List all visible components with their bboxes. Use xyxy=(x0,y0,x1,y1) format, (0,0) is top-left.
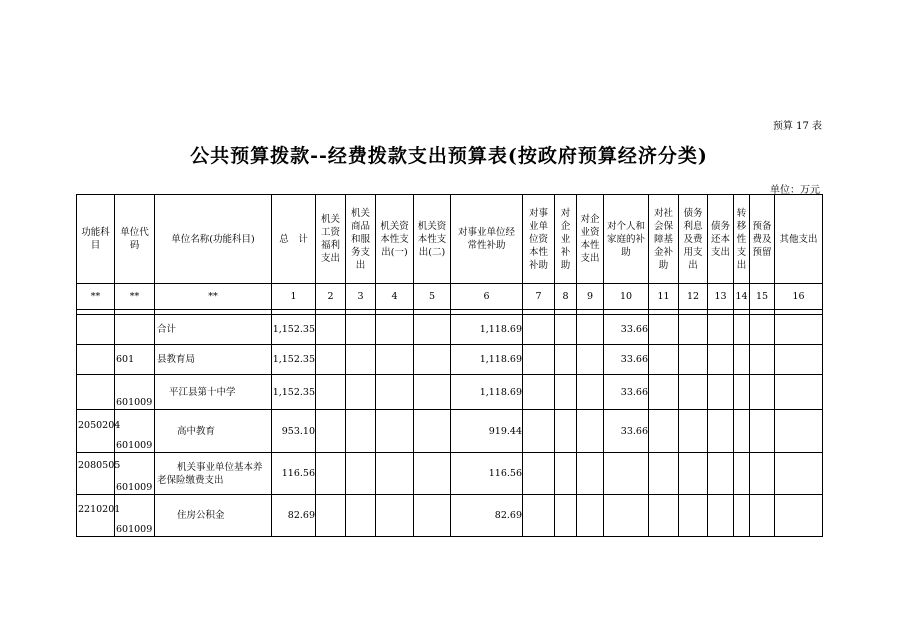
column-number: 11 xyxy=(649,284,679,310)
total-amount: 82.69 xyxy=(272,495,316,537)
function-code xyxy=(77,315,115,345)
header-cell: 对事业单位资本性补助 xyxy=(523,195,555,284)
header-cell: 债务利息及费用支出 xyxy=(679,195,708,284)
header-cell: 功能科目 xyxy=(77,195,115,284)
column-number: 13 xyxy=(708,284,734,310)
unit-code: 601009 xyxy=(115,453,155,495)
institution-subsidy-amount: 1,118.69 xyxy=(451,375,523,410)
unit-code xyxy=(115,315,155,345)
unit-code: 601009 xyxy=(115,375,155,410)
function-code: 2080505 xyxy=(77,453,115,495)
header-cell: 其他支出 xyxy=(775,195,823,284)
page-title: 公共预算拨款--经费拨款支出预算表(按政府预算经济分类) xyxy=(190,145,708,167)
column-number: ** xyxy=(115,284,155,310)
household-subsidy-amount: 33.66 xyxy=(604,375,649,410)
header-cell: 机关工资福利支出 xyxy=(316,195,346,284)
institution-subsidy-amount: 82.69 xyxy=(451,495,523,537)
unit-name: 机关事业单位基本养老保险缴费支出 xyxy=(155,453,272,495)
unit-name: 县教育局 xyxy=(155,345,272,375)
header-cell: 机关资本性支出(二) xyxy=(414,195,451,284)
header-cell: 机关资本性支出(一) xyxy=(376,195,414,284)
header-cell: 单位代码 xyxy=(115,195,155,284)
unit-code: 601009 xyxy=(115,495,155,537)
institution-subsidy-amount: 116.56 xyxy=(451,453,523,495)
total-amount: 1,152.35 xyxy=(272,375,316,410)
column-number: ** xyxy=(155,284,272,310)
column-number: 14 xyxy=(734,284,750,310)
total-amount: 1,152.35 xyxy=(272,345,316,375)
institution-subsidy-amount: 919.44 xyxy=(451,410,523,453)
column-number: 1 xyxy=(272,284,316,310)
table-row xyxy=(77,315,823,345)
header-cell: 转移性支出 xyxy=(734,195,750,284)
column-number: 4 xyxy=(376,284,414,310)
header-cell: 债务还本支出 xyxy=(708,195,734,284)
household-subsidy-amount xyxy=(604,495,649,537)
column-number: 10 xyxy=(604,284,649,310)
column-number: 7 xyxy=(523,284,555,310)
column-number: 12 xyxy=(679,284,708,310)
header-cell: 对事业单位经常性补助 xyxy=(451,195,523,284)
header-cell: 对企业补助 xyxy=(555,195,577,284)
total-amount: 1,152.35 xyxy=(272,315,316,345)
header-cell: 对企业资本性支出 xyxy=(577,195,604,284)
header-cell: 单位名称(功能科目) xyxy=(155,195,272,284)
function-code xyxy=(77,375,115,410)
household-subsidy-amount xyxy=(604,453,649,495)
household-subsidy-amount: 33.66 xyxy=(604,315,649,345)
column-number: 9 xyxy=(577,284,604,310)
unit-name: 合计 xyxy=(155,315,272,345)
household-subsidy-amount: 33.66 xyxy=(604,410,649,453)
header-cell: 预备费及预留 xyxy=(750,195,775,284)
column-number: 5 xyxy=(414,284,451,310)
institution-subsidy-amount: 1,118.69 xyxy=(451,315,523,345)
institution-subsidy-amount: 1,118.69 xyxy=(451,345,523,375)
header-row xyxy=(77,195,823,284)
unit-name: 住房公积金 xyxy=(155,495,272,537)
header-cell: 对个人和家庭的补助 xyxy=(604,195,649,284)
function-code: 2210201 xyxy=(77,495,115,537)
header-cell: 总 计 xyxy=(272,195,316,284)
header-cell: 对社会保障基金补助 xyxy=(649,195,679,284)
function-code: 2050204 xyxy=(77,410,115,453)
column-number-row xyxy=(77,284,823,310)
unit-name: 平江县第十中学 xyxy=(155,375,272,410)
unit-label: 单位：万元 xyxy=(770,185,820,196)
budget-table xyxy=(76,194,823,537)
table-row xyxy=(77,495,823,537)
column-number: 3 xyxy=(346,284,376,310)
household-subsidy-amount: 33.66 xyxy=(604,345,649,375)
column-number: 6 xyxy=(451,284,523,310)
column-number: 8 xyxy=(555,284,577,310)
unit-code: 601009 xyxy=(115,410,155,453)
column-number: 15 xyxy=(750,284,775,310)
function-code xyxy=(77,345,115,375)
unit-name: 高中教育 xyxy=(155,410,272,453)
total-amount: 953.10 xyxy=(272,410,316,453)
column-number: 16 xyxy=(775,284,823,310)
column-number: 2 xyxy=(316,284,346,310)
table-row xyxy=(77,453,823,495)
total-amount: 116.56 xyxy=(272,453,316,495)
unit-code: 601 xyxy=(115,345,155,375)
table-row xyxy=(77,375,823,410)
header-cell: 机关商品和服务支出 xyxy=(346,195,376,284)
table-number: 预算 17 表 xyxy=(772,121,822,132)
column-number: ** xyxy=(77,284,115,310)
table-row xyxy=(77,345,823,375)
table-row xyxy=(77,410,823,453)
